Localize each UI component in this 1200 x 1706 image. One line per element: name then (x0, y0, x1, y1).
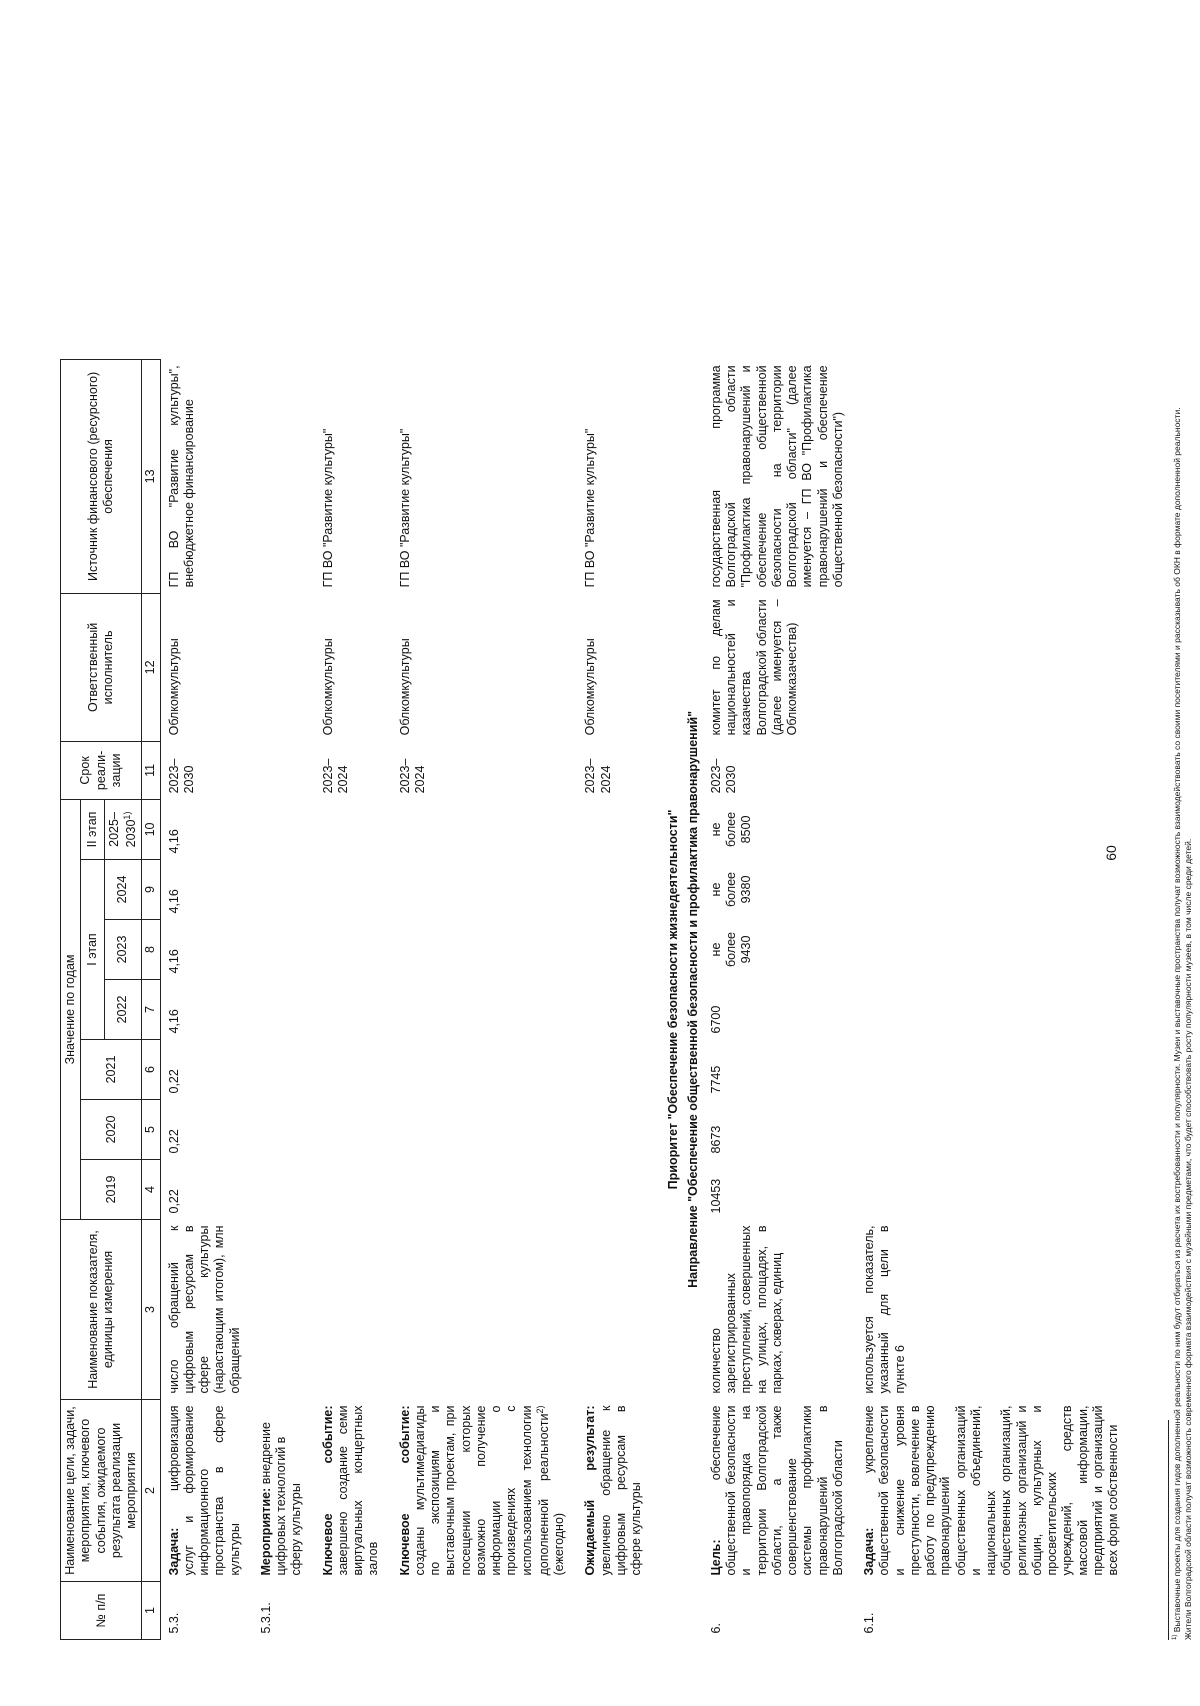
col-number: 4 (142, 1160, 160, 1220)
value-2023: 4,16 (166, 949, 181, 974)
col-number: 13 (142, 359, 160, 593)
table-row (160, 359, 253, 1639)
header-2019: 2019 (81, 1160, 142, 1220)
table-row (856, 359, 1131, 1639)
page-number: 60 (1103, 845, 1119, 861)
value-2020: 0,22 (166, 1129, 181, 1154)
col-number: 8 (142, 920, 160, 980)
col-number: 6 (142, 1040, 160, 1100)
header-2025-2030: 2025–2030$^{1)}$ (104, 799, 142, 859)
col-number: 11 (142, 741, 160, 799)
value-2021: 7745 (708, 1065, 723, 1094)
footnote-divider (1168, 1420, 1169, 1640)
row-term: 2023–2030 (708, 758, 739, 794)
table-header (61, 359, 161, 1639)
value-2022: 4,16 (166, 1009, 181, 1034)
value-2022: 6700 (708, 1005, 723, 1034)
col-number: 1 (142, 1582, 160, 1640)
program-table (60, 359, 1131, 1640)
row-executor: Облкомкультуры (320, 638, 335, 736)
value-2019: 10453 (708, 1178, 723, 1214)
row-number: 5.3. (166, 1612, 181, 1634)
row-name: Ключевое событие: созданы мультимедиагиды по экспозициям и выставочным проектам, при посещении которых возможно получение информации о произведениях с использованием технологии дополненной реальности$^{2)}$ (ежегодно) (397, 1405, 567, 1576)
value-2019: 0,22 (166, 1189, 181, 1214)
header-no: № п/п (61, 1582, 142, 1640)
col-number: 7 (142, 980, 160, 1040)
table-row (315, 359, 392, 1639)
row-executor: комитет по делам национальностей и казачества Волгоградской области (далее именуется – Облкомказачества) (708, 599, 800, 736)
row-name: Задача: укрепление общественной безопасности и снижение уровня преступности, вовлечение в работу по предупреждению правонарушений общественных организаций и объединений, национальных общественных организаций, религиозных организаций и общин, культурных и просветительских учреждений, средств массовой информации, предприятий и организаций всех форм собственности (862, 1405, 1121, 1576)
value-2023: не более 9430 (708, 931, 754, 968)
header-2023: 2023 (104, 920, 142, 980)
header-2022: 2022 (104, 980, 142, 1040)
row-name: Ожидаемый результат: увеличено обращение к цифровым ресурсам в сфере культуры (583, 1405, 644, 1576)
header-term: Срок реали-зации (61, 741, 142, 799)
row-indicator: используется показатель, указанный для цели в пункте 6 (862, 1225, 907, 1394)
header-stage1: I этап (81, 860, 104, 1040)
value-2020: 8673 (708, 1125, 723, 1154)
row-term: 2023–2024 (320, 758, 350, 794)
row-source: ГП ВО "Развитие культуры" (320, 428, 335, 588)
header-2024: 2024 (104, 860, 142, 920)
row-name: Задача: цифровизация услуг и формирование информационного пространства в сфере культуры (166, 1405, 242, 1576)
row-number: 6. (708, 1623, 723, 1634)
header-executor: Ответственный исполнитель (61, 593, 142, 741)
table-row (392, 359, 578, 1639)
header-source: Источник финансового (ресурсного) обеспечения (61, 359, 142, 593)
row-executor: Облкомкультуры (583, 638, 598, 736)
direction-heading: Направление "Обеспечение общественной безопасности и профилактика правонарушений" (685, 711, 700, 1288)
row-name: Ключевое событие: завершено создание семи виртуальных концертных залов (320, 1405, 381, 1576)
table-row (703, 359, 856, 1639)
footnote: $^{1)}$ Выставочные проекты для создания гидов дополненной реальности по ним будут отбираться из расчета их востребованности и популярности. Музеи и выставочные пространства получат возможность взаимодействовать со своими посетителями и рассказывать об ОКН в формате дополненной реальности. Жители Волгоградской области получат возможность современного формата взаимодействия с музейными предметами, что будет способствовать росту популярности музеев, в том числе среди детей. (1171, 407, 1193, 1640)
col-number: 9 (142, 860, 160, 920)
value-2025-2030: 4,16 (166, 829, 181, 854)
header-values-by-year: Значение по годам (61, 799, 81, 1219)
header-name: Наименование цели, задачи, мероприятия, ключевого события, ожидаемого результата реализации мероприятия (61, 1400, 142, 1582)
row-source: государственная программа Волгоградской области "Профилактика правонарушений и обеспечение общественной безопасности на территории Волгоградской области" (далее именуется – ГП ВО "Профилактика правонарушений и обеспечение общественной безопасности") (708, 365, 845, 588)
row-indicator: число обращений к цифровым ресурсам в сфере культуры (нарастающим итогом), млн обращений (166, 1225, 242, 1394)
col-number: 5 (142, 1100, 160, 1160)
value-2025-2030: не более 8500 (708, 811, 754, 847)
value-2024: 4,16 (166, 889, 181, 914)
row-source: ГП ВО "Развитие культуры" (583, 428, 598, 588)
header-stage2: II этап (81, 799, 104, 859)
row-executor: Облкомкультуры (397, 638, 412, 736)
col-number: 10 (142, 799, 160, 859)
section-row (654, 359, 683, 1639)
value-2021: 0,22 (166, 1069, 181, 1094)
row-source: ГП ВО "Развитие культуры", внебюджетное финансирование (166, 365, 196, 588)
row-number: 6.1. (862, 1612, 877, 1634)
header-2020: 2020 (81, 1100, 142, 1160)
row-number: 5.3.1. (258, 1602, 273, 1634)
col-number: 2 (142, 1400, 160, 1582)
row-name: Цель: обеспечение общественной безопасности и правопорядка на территории Волгоградской области, а также совершенствование системы профилактики правонарушений в Волгоградской области (708, 1405, 845, 1576)
row-term: 2023–2024 (583, 758, 613, 794)
table-row (253, 359, 315, 1639)
table-row (577, 359, 654, 1639)
section-row (684, 359, 703, 1639)
row-executor: Облкомкультуры (166, 638, 181, 736)
header-indicator: Наименование показателя, единицы измерения (61, 1220, 142, 1400)
row-indicator: количество зарегистрированных преступлений, совершенных на улицах, площадях, в парках, скверах, единиц (708, 1225, 784, 1394)
row-term: 2023–2024 (397, 758, 427, 794)
col-number: 12 (142, 593, 160, 741)
header-2021: 2021 (81, 1040, 142, 1100)
row-term: 2023–2030 (166, 758, 196, 794)
row-source: ГП ВО "Развитие культуры" (397, 428, 412, 588)
column-numbers-row (142, 359, 160, 1639)
row-name: Мероприятие: внедрение цифровых технологий в сферу культуры (258, 1422, 304, 1576)
value-2024: не более 9380 (708, 871, 754, 908)
col-number: 3 (142, 1220, 160, 1400)
priority-heading: Приоритет "Обеспечение безопасности жизнедеятельности" (666, 809, 681, 1190)
